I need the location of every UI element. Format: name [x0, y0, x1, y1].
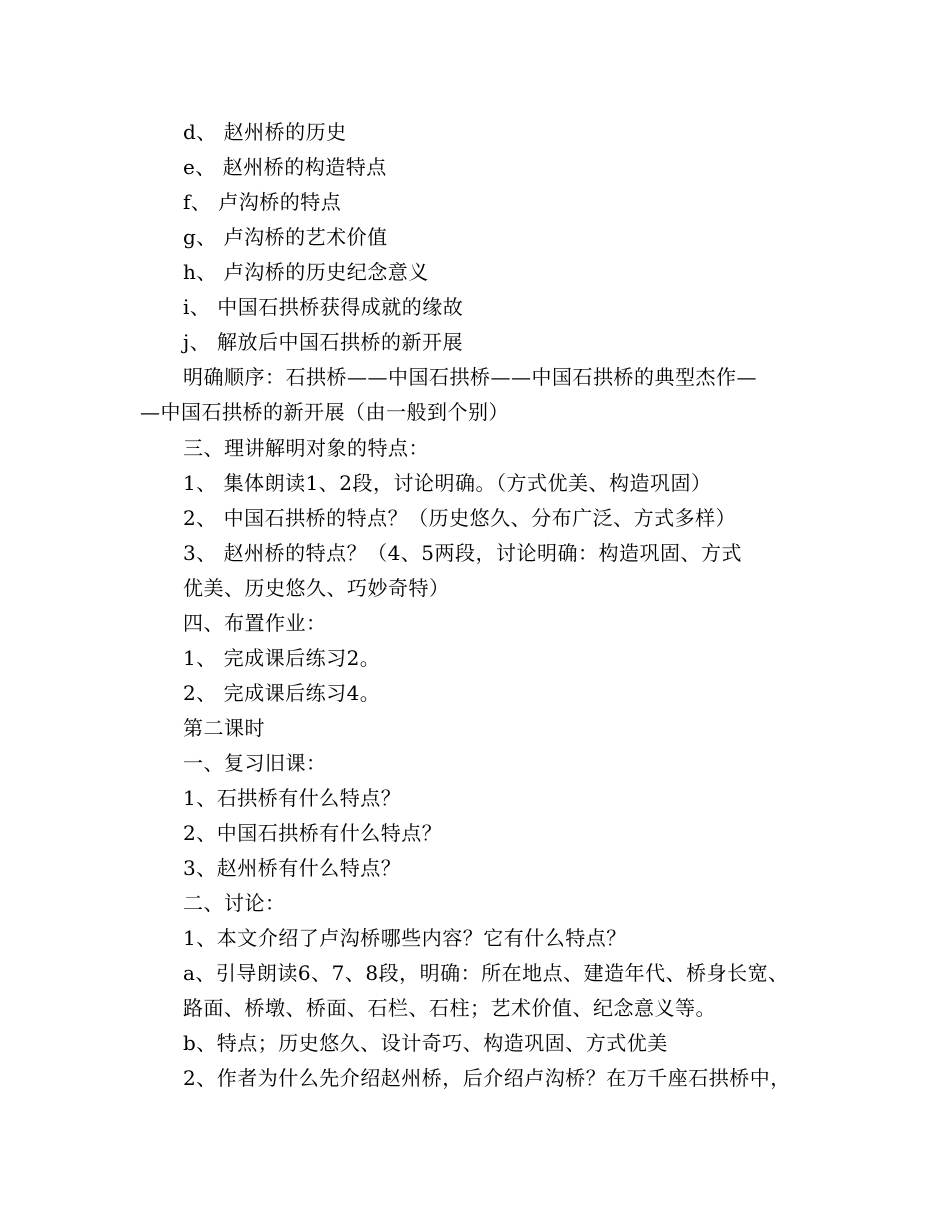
- text-line: 2、 中国石拱桥的特点？（历史悠久、分布广泛、方式多样）: [183, 506, 737, 530]
- section-heading: 四、布置作业：: [183, 611, 327, 635]
- text-line: 1、 集体朗读1、2段，讨论明确。（方式优美、构造巩固）: [183, 471, 712, 495]
- text-line: j、 解放后中国石拱桥的新开展: [183, 330, 464, 354]
- text-line: 路面、桥墩、桥面、石栏、石柱；艺术价值、纪念意义等。: [183, 996, 716, 1020]
- text-line: d、 赵州桥的历史: [183, 120, 347, 144]
- text-line: a、引导朗读6、7、8段，明确：所在地点、建造年代、桥身长宽、: [183, 961, 789, 985]
- text-line: f、 卢沟桥的特点: [183, 190, 342, 214]
- text-line: 2、 完成课后练习4。: [183, 681, 381, 705]
- text-line: 2、作者为什么先介绍赵州桥，后介绍卢沟桥？在万千座石拱桥中，: [183, 1066, 791, 1090]
- text-line: b、特点；历史悠久、设计奇巧、构造巩固、方式优美: [183, 1031, 668, 1055]
- text-line: 1、本文介绍了卢沟桥哪些内容？它有什么特点？: [183, 926, 627, 950]
- text-line: 优美、历史悠久、巧妙奇特）: [183, 576, 450, 600]
- text-line: 1、石拱桥有什么特点？: [183, 786, 402, 810]
- text-line: 3、 赵州桥的特点？（4、5两段，讨论明确：构造巩固、方式: [183, 541, 743, 565]
- section-heading: 二、讨论：: [183, 891, 286, 915]
- text-line: g、 卢沟桥的艺术价值: [183, 225, 388, 249]
- text-line: 明确顺序：石拱桥——中国石拱桥——中国石拱桥的典型杰作—: [183, 365, 757, 389]
- text-line: e、 赵州桥的构造特点: [183, 155, 387, 179]
- text-line: —中国石拱桥的新开展（由一般到个别）: [140, 400, 509, 424]
- section-heading: 一、复习旧课：: [183, 751, 327, 775]
- section-heading: 第二课时: [183, 716, 265, 740]
- text-line: i、 中国石拱桥获得成就的缘故: [183, 295, 464, 319]
- text-line: 2、中国石拱桥有什么特点？: [183, 821, 443, 845]
- text-line: h、 卢沟桥的历史纪念意义: [183, 260, 429, 284]
- text-line: 3、赵州桥有什么特点？: [183, 856, 402, 880]
- section-heading: 三、理讲解明对象的特点：: [183, 436, 429, 460]
- text-line: 1、 完成课后练习2。: [183, 646, 381, 670]
